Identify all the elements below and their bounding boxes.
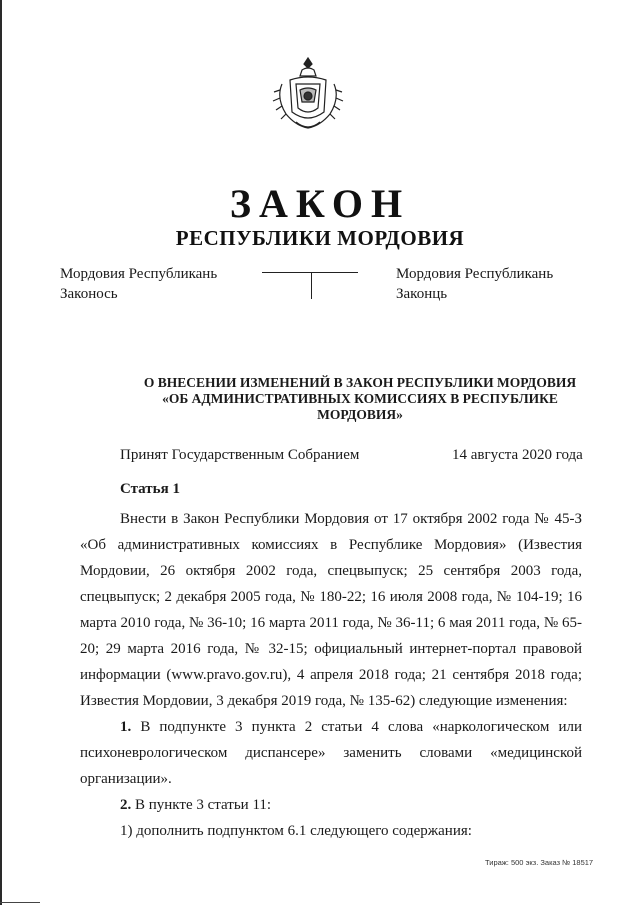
law-heading-line: МОРДОВИЯ»	[317, 407, 403, 422]
item-2-subitem-1: 1) дополнить подпунктом 6.1 следующего содержания:	[120, 823, 472, 839]
document-title: ЗАКОН	[229, 181, 411, 226]
divider-horizontal	[262, 272, 358, 273]
page-left-edge	[0, 0, 2, 905]
divider-vertical	[311, 272, 312, 299]
article-paragraph-line: «Об административных комиссиях в Республике Мордовия» (Известия	[80, 537, 582, 553]
coat-of-arms-emblem	[268, 54, 348, 134]
adopted-by-label: Принят Государственным Собранием	[120, 447, 360, 463]
article-paragraph-line: марта 2010 года, № 36-10; 16 марта 2011 года, № 36-11; 6 мая 2011 года, № 65-	[80, 615, 582, 631]
native-title-left	[60, 264, 217, 304]
article-paragraph-line: Мордовии, 26 октября 2002 года, спецвыпуск; 25 сентября 2003 года,	[80, 563, 582, 579]
item-1-line: психоневрологическом диспансере» заменить словами «медицинской	[80, 745, 582, 761]
adopted-date: 14 августа 2020 года	[452, 447, 583, 463]
article-paragraph-line: спецвыпуск; 2 декабря 2005 года, № 180-22; 16 июля 2008 года, № 104-19; 16	[80, 589, 582, 605]
item-1	[120, 719, 582, 736]
law-heading-line: «ОБ АДМИНИСТРАТИВНЫХ КОМИССИЯХ В РЕСПУБЛИКЕ	[162, 391, 558, 406]
article-paragraph-line: Известия Мордовии, 3 декабря 2019 года, № 135-62) следующие изменения:	[80, 693, 568, 709]
item-1-line: организации».	[80, 771, 172, 787]
native-title-right	[396, 264, 553, 304]
native-title-right-line: Законць	[396, 286, 448, 302]
article-paragraph-line: 20; 29 марта 2016 года, № 32-15; официальный интернет-портал правовой	[80, 641, 582, 657]
article-title: Статья 1	[120, 481, 180, 497]
article-paragraph-line: информации (www.pravo.gov.ru), 4 апреля 2018 года; 21 сентября 2018 года;	[80, 667, 582, 683]
item-1-text: В подпункте 3 пункта 2 статьи 4 слова «наркологическом или	[131, 719, 582, 735]
article-paragraph-line: Внести в Закон Республики Мордовия от 17 октября 2002 года № 45-З	[120, 511, 582, 527]
print-run-info: Тираж: 500 экз. Заказ № 18517	[485, 858, 594, 867]
document-subtitle: РЕСПУБЛИКИ МОРДОВИЯ	[175, 226, 465, 250]
item-2	[120, 797, 271, 814]
law-heading-line: О ВНЕСЕНИИ ИЗМЕНЕНИЙ В ЗАКОН РЕСПУБЛИКИ МОРДОВИЯ	[143, 375, 577, 390]
item-2-number: 2.	[120, 797, 132, 813]
page-bottom-edge	[0, 902, 40, 903]
item-1-number: 1.	[120, 719, 132, 735]
native-title-left-line: Мордовия Республикань	[60, 266, 218, 282]
native-title-left-line: Законось	[60, 286, 118, 302]
law-heading	[120, 375, 600, 423]
item-2-text: В пункте 3 статьи 11:	[131, 797, 272, 813]
native-title-right-line: Мордовия Республикань	[396, 266, 554, 282]
